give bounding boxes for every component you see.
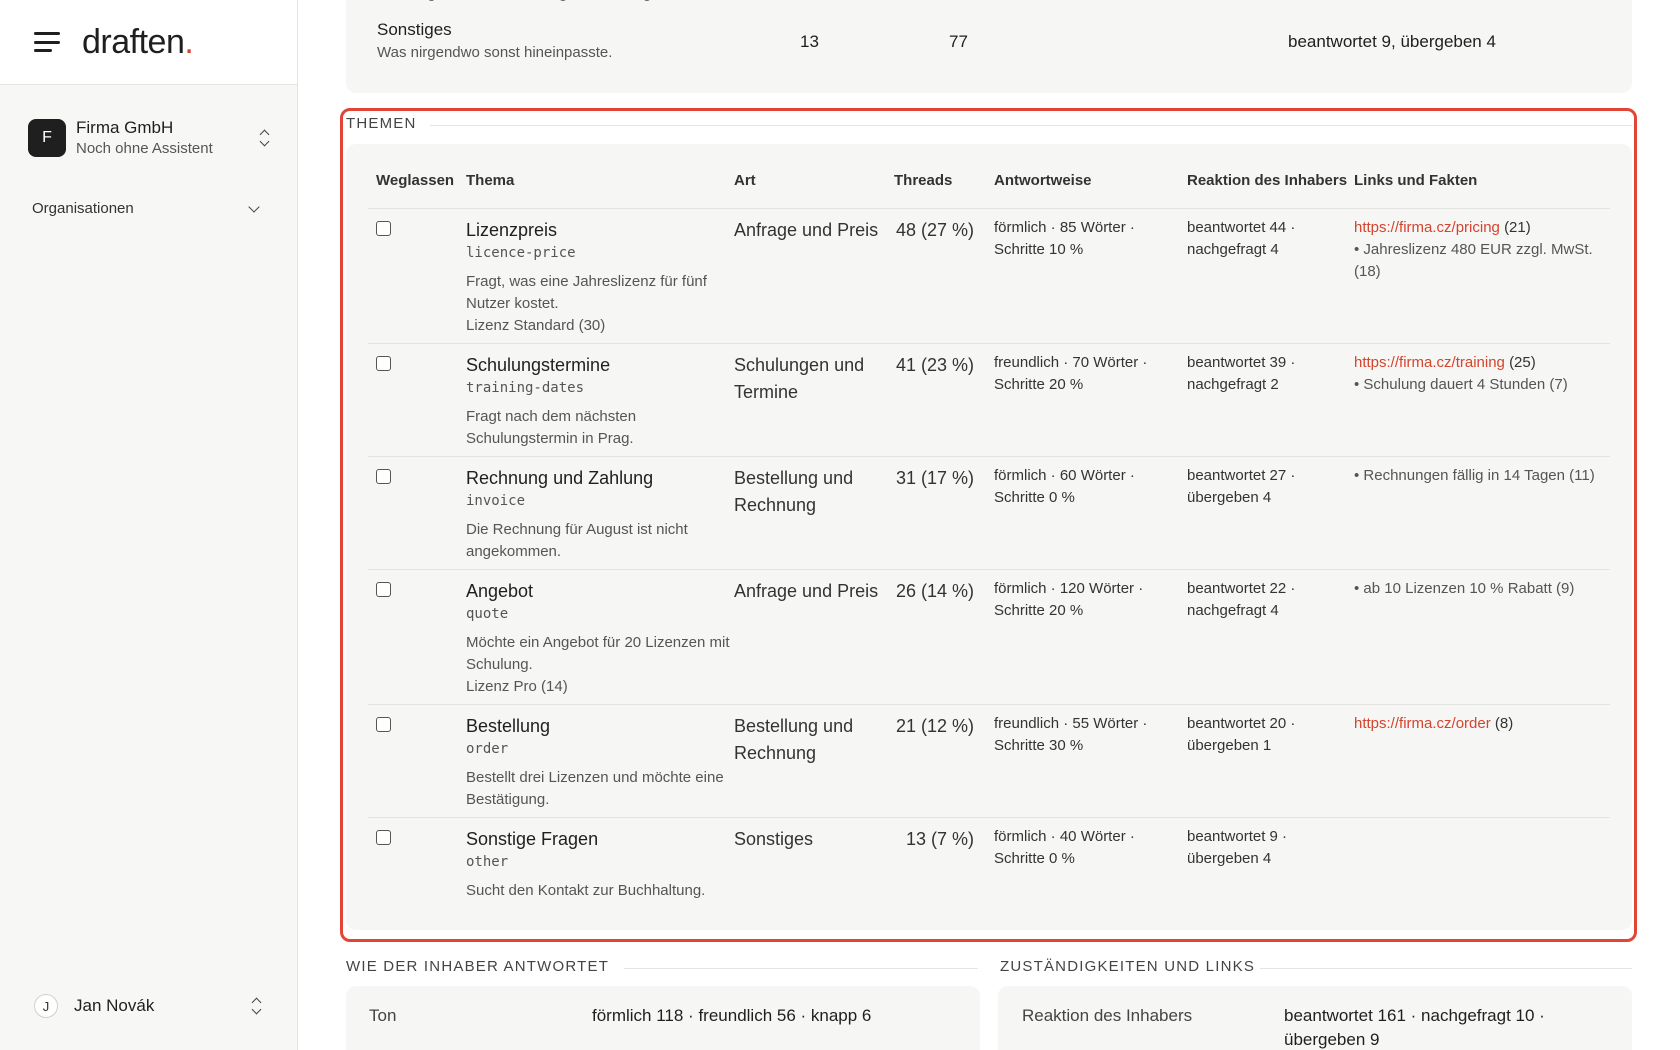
row-name: Sonstiges	[377, 20, 452, 39]
omit-checkbox[interactable]	[376, 469, 391, 484]
omit-checkbox[interactable]	[376, 221, 391, 236]
clipped-text	[377, 0, 670, 2]
divider	[430, 125, 1632, 126]
logo[interactable]: draften.	[82, 22, 194, 61]
main-content	[298, 0, 1680, 1050]
theme-id: quote	[466, 606, 509, 622]
theme-fact: • Schulung dauert 4 Stunden (7)	[1354, 376, 1568, 393]
org-avatar: F	[28, 119, 66, 157]
sidebar	[0, 0, 298, 1050]
theme-fact: • ab 10 Lizenzen 10 % Rabatt (9)	[1354, 580, 1575, 597]
owner-section-heading: WIE DER INHABER ANTWORTET	[346, 958, 610, 975]
organisations-menu[interactable]	[32, 200, 264, 217]
theme-link[interactable]: https://firma.cz/order	[1354, 715, 1491, 732]
chevron-down-icon	[248, 201, 259, 212]
org-subtitle: Noch ohne Assistent	[76, 140, 213, 157]
theme-name: Lizenzpreis	[466, 220, 558, 240]
resp-row-value: beantwortet 161 · nachgefragt 10 · übergeben 9	[1284, 1006, 1545, 1049]
omit-checkbox[interactable]	[376, 356, 391, 371]
resp-section-card	[998, 986, 1632, 1050]
omit-checkbox[interactable]	[376, 830, 391, 845]
theme-example: Möchte ein Angebot für 20 Lizenzen mit Schulung.	[466, 634, 730, 673]
theme-reaction: beantwortet 44 · nachgefragt 4	[1187, 219, 1296, 258]
theme-reaction: beantwortet 27 · übergeben 4	[1187, 467, 1296, 506]
table-row	[368, 209, 1610, 344]
header-links: Links und Fakten	[1354, 172, 1478, 189]
divider	[1260, 968, 1632, 969]
divider	[624, 968, 978, 969]
resp-row-label: Reaktion des Inhabers	[1022, 1006, 1193, 1025]
theme-id: order	[466, 741, 509, 757]
row-threads: 13	[800, 32, 819, 51]
theme-answer-style: förmlich · 85 Wörter · Schritte 10 %	[994, 219, 1135, 258]
theme-art: Sonstiges	[734, 829, 814, 849]
theme-answer-style: förmlich · 60 Wörter · Schritte 0 %	[994, 467, 1135, 506]
header-answer: Antwortweise	[994, 172, 1092, 189]
sidebar-header	[0, 0, 297, 85]
chevron-updown-icon	[250, 996, 264, 1016]
header-reaction: Reaktion des Inhabers	[1187, 172, 1348, 189]
theme-example: Die Rechnung für August ist nicht angekommen.	[466, 521, 688, 560]
user-menu[interactable]	[34, 994, 264, 1018]
theme-example: Bestellt drei Lizenzen und möchte eine Bestätigung.	[466, 769, 724, 808]
theme-fact: • Jahreslizenz 480 EUR zzgl. MwSt. (18)	[1354, 241, 1593, 280]
header-threads: Threads	[894, 172, 953, 189]
theme-id: training-dates	[466, 380, 585, 396]
chevron-updown-icon	[258, 128, 272, 148]
theme-link-count: (21)	[1504, 219, 1531, 236]
row-description: Was nirgendwo sonst hineinpasste.	[377, 44, 613, 61]
themen-heading: THEMEN	[346, 115, 417, 132]
theme-threads: 26 (14 %)	[895, 581, 974, 601]
theme-art: Schulungen und Termine	[734, 355, 865, 402]
theme-id: other	[466, 854, 509, 870]
table-row	[368, 344, 1610, 457]
row-reaction: beantwortet 9, übergeben 4	[1288, 32, 1496, 51]
header-omit: Weglassen	[376, 172, 455, 189]
theme-reaction: beantwortet 22 · nachgefragt 4	[1187, 580, 1296, 619]
table-row	[368, 818, 1610, 909]
owner-section-card	[346, 986, 980, 1050]
table-row	[368, 570, 1610, 705]
owner-row-value: förmlich 118 · freundlich 56 · knapp 6	[592, 1006, 872, 1025]
theme-answer-style: förmlich · 120 Wörter · Schritte 20 %	[994, 580, 1144, 619]
theme-reaction: beantwortet 20 · übergeben 1	[1187, 715, 1296, 754]
theme-link-count: (25)	[1509, 354, 1536, 371]
header-theme: Thema	[466, 172, 515, 189]
theme-id: licence-price	[466, 245, 576, 261]
organisations-label: Organisationen	[32, 200, 134, 217]
theme-fact: • Rechnungen fällig in 14 Tagen (11)	[1354, 467, 1595, 484]
theme-name: Angebot	[466, 581, 534, 601]
theme-template: Lizenz Standard (30)	[466, 317, 606, 334]
theme-reaction: beantwortet 9 · übergeben 4	[1187, 828, 1288, 867]
user-avatar: J	[34, 994, 58, 1018]
theme-art: Bestellung und Rechnung	[734, 468, 854, 515]
theme-name: Bestellung	[466, 716, 551, 736]
theme-link-count: (8)	[1494, 715, 1514, 732]
owner-row-label: Ton	[369, 1006, 397, 1025]
theme-answer-style: freundlich · 55 Wörter · Schritte 30 %	[994, 715, 1148, 754]
theme-threads: 31 (17 %)	[895, 468, 974, 488]
theme-example: Sucht den Kontakt zur Buchhaltung.	[466, 882, 706, 899]
menu-icon[interactable]	[34, 32, 60, 52]
row-words: 77	[949, 32, 968, 51]
theme-threads: 48 (27 %)	[895, 220, 974, 240]
theme-name: Schulungstermine	[466, 355, 611, 375]
theme-reaction: beantwortet 39 · nachgefragt 2	[1187, 354, 1296, 393]
theme-threads: 21 (12 %)	[895, 716, 974, 736]
theme-art: Anfrage und Preis	[734, 581, 879, 601]
theme-answer-style: freundlich · 70 Wörter · Schritte 20 %	[994, 354, 1148, 393]
org-name: Firma GmbH	[76, 118, 174, 137]
theme-example: Fragt, was eine Jahreslizenz für fünf Nutzer kostet.	[466, 273, 707, 312]
user-name: Jan Novák	[74, 996, 155, 1015]
resp-section-heading: ZUSTÄNDIGKEITEN UND LINKS	[1000, 958, 1256, 975]
previous-table-card	[346, 0, 1632, 93]
theme-name: Rechnung und Zahlung	[466, 468, 654, 488]
theme-link[interactable]: https://firma.cz/pricing	[1354, 219, 1500, 236]
theme-threads: 41 (23 %)	[895, 355, 974, 375]
theme-link[interactable]: https://firma.cz/training	[1354, 354, 1505, 371]
org-switcher[interactable]	[28, 115, 272, 161]
table-header-row	[368, 170, 1610, 209]
omit-checkbox[interactable]	[376, 582, 391, 597]
theme-example: Fragt nach dem nächsten Schulungstermin in Prag.	[466, 408, 637, 447]
theme-art: Bestellung und Rechnung	[734, 716, 854, 763]
theme-art: Anfrage und Preis	[734, 220, 879, 240]
header-art: Art	[734, 172, 756, 189]
theme-answer-style: förmlich · 40 Wörter · Schritte 0 %	[994, 828, 1135, 867]
omit-checkbox[interactable]	[376, 717, 391, 732]
themen-table	[368, 170, 1610, 908]
theme-threads: 13 (7 %)	[905, 829, 974, 849]
theme-id: invoice	[466, 493, 526, 509]
table-row	[368, 457, 1610, 570]
table-row	[368, 705, 1610, 818]
theme-template: Lizenz Pro (14)	[466, 678, 568, 695]
theme-name: Sonstige Fragen	[466, 829, 599, 849]
